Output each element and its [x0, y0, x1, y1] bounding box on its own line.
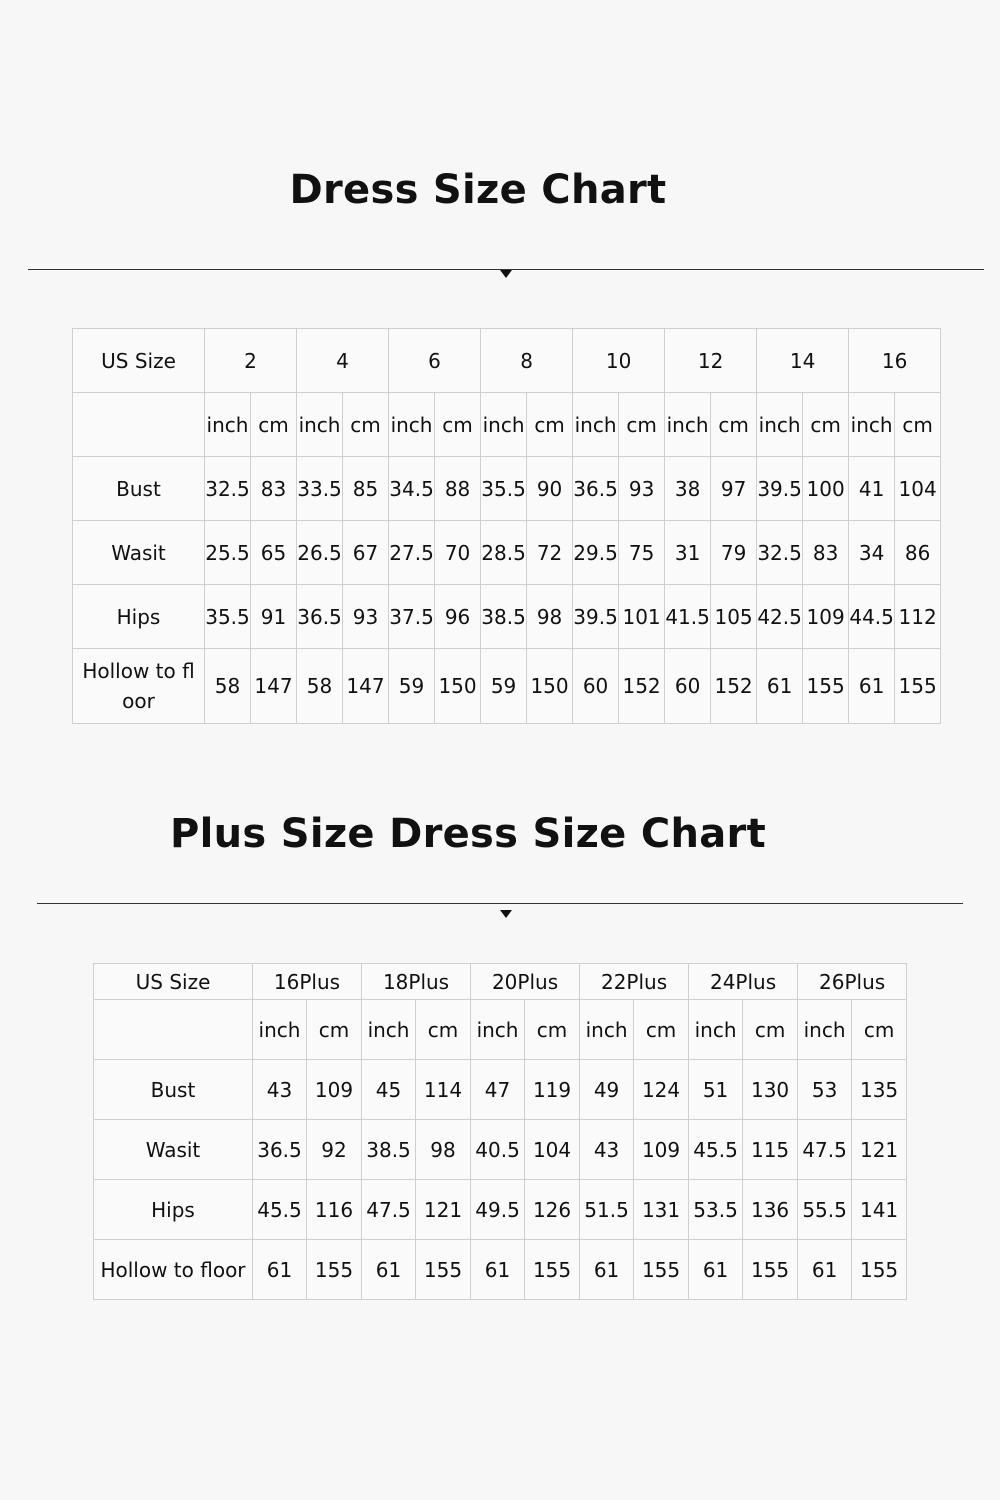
measurement-value: 150 — [527, 649, 573, 724]
size-header: 14 — [757, 329, 849, 393]
measurement-value: 61 — [798, 1240, 852, 1300]
unit-cm-header: cm — [416, 1000, 471, 1060]
measurement-value: 101 — [619, 585, 665, 649]
measurement-value: 152 — [619, 649, 665, 724]
unit-cm-header: cm — [251, 393, 297, 457]
size-header-row — [94, 964, 907, 1000]
size-header: 16 — [849, 329, 941, 393]
measurement-value: 135 — [852, 1060, 907, 1120]
measurement-label: Hips — [73, 585, 205, 649]
measurement-value: 37.5 — [389, 585, 435, 649]
measurement-value: 32.5 — [757, 521, 803, 585]
measurement-value: 92 — [307, 1120, 362, 1180]
size-header: 10 — [573, 329, 665, 393]
measurement-value: 58 — [205, 649, 251, 724]
unit-inch-header: inch — [362, 1000, 416, 1060]
measurement-label: Bust — [94, 1060, 253, 1120]
us-size-label: US Size — [73, 329, 205, 393]
measurement-value: 49.5 — [471, 1180, 525, 1240]
chevron-down-icon — [500, 270, 512, 278]
measurement-value: 147 — [251, 649, 297, 724]
measurement-value: 121 — [852, 1120, 907, 1180]
measurement-value: 58 — [297, 649, 343, 724]
measurement-value: 155 — [743, 1240, 798, 1300]
measurement-value: 59 — [481, 649, 527, 724]
measurement-value: 86 — [895, 521, 941, 585]
plus-size-chart-title: Plus Size Dress Size Chart — [169, 811, 767, 857]
measurement-value: 116 — [307, 1180, 362, 1240]
measurement-value: 25.5 — [205, 521, 251, 585]
unit-inch-header: inch — [471, 1000, 525, 1060]
measurement-value: 61 — [757, 649, 803, 724]
unit-cm-header: cm — [619, 393, 665, 457]
measurement-value: 43 — [253, 1060, 307, 1120]
measurement-value: 155 — [852, 1240, 907, 1300]
us-size-label: US Size — [94, 964, 253, 1000]
measurement-value: 119 — [525, 1060, 580, 1120]
measurement-value: 112 — [895, 585, 941, 649]
measurement-value: 104 — [895, 457, 941, 521]
plus-chart-divider — [37, 903, 963, 904]
measurement-value: 155 — [307, 1240, 362, 1300]
measurement-value: 85 — [343, 457, 389, 521]
measurement-value: 45.5 — [253, 1180, 307, 1240]
measurement-value: 124 — [634, 1060, 689, 1120]
chevron-down-icon — [500, 910, 512, 918]
dress-size-chart-title: Dress Size Chart — [289, 167, 667, 213]
table-row — [73, 585, 941, 649]
unit-inch-header: inch — [689, 1000, 743, 1060]
measurement-value: 44.5 — [849, 585, 895, 649]
measurement-value: 32.5 — [205, 457, 251, 521]
size-header: 26Plus — [798, 964, 907, 1000]
measurement-value: 41.5 — [665, 585, 711, 649]
measurement-value: 28.5 — [481, 521, 527, 585]
measurement-label: Hips — [94, 1180, 253, 1240]
measurement-value: 26.5 — [297, 521, 343, 585]
measurement-value: 93 — [343, 585, 389, 649]
measurement-value: 155 — [525, 1240, 580, 1300]
measurement-value: 70 — [435, 521, 481, 585]
measurement-value: 34.5 — [389, 457, 435, 521]
measurement-value: 130 — [743, 1060, 798, 1120]
measurement-value: 97 — [711, 457, 757, 521]
measurement-label: Bust — [73, 457, 205, 521]
table-row — [73, 649, 941, 724]
measurement-value: 100 — [803, 457, 849, 521]
measurement-value: 90 — [527, 457, 573, 521]
dress-size-table — [72, 328, 941, 724]
unit-inch-header: inch — [297, 393, 343, 457]
size-header: 20Plus — [471, 964, 580, 1000]
measurement-value: 147 — [343, 649, 389, 724]
unit-cm-header: cm — [435, 393, 481, 457]
measurement-value: 150 — [435, 649, 481, 724]
measurement-value: 115 — [743, 1120, 798, 1180]
measurement-value: 49 — [580, 1060, 634, 1120]
measurement-value: 55.5 — [798, 1180, 852, 1240]
measurement-value: 79 — [711, 521, 757, 585]
measurement-value: 88 — [435, 457, 481, 521]
size-header: 16Plus — [253, 964, 362, 1000]
measurement-value: 39.5 — [573, 585, 619, 649]
measurement-value: 155 — [895, 649, 941, 724]
table-row — [94, 1180, 907, 1240]
table-row — [73, 457, 941, 521]
measurement-value: 45 — [362, 1060, 416, 1120]
measurement-value: 109 — [803, 585, 849, 649]
plus-size-table — [93, 963, 907, 1300]
measurement-value: 45.5 — [689, 1120, 743, 1180]
measurement-value: 60 — [665, 649, 711, 724]
measurement-label: Hollow to floor — [94, 1240, 253, 1300]
measurement-value: 47 — [471, 1060, 525, 1120]
unit-cm-header: cm — [343, 393, 389, 457]
measurement-value: 96 — [435, 585, 481, 649]
measurement-value: 38.5 — [362, 1120, 416, 1180]
measurement-value: 136 — [743, 1180, 798, 1240]
size-header-row — [73, 329, 941, 393]
measurement-value: 53 — [798, 1060, 852, 1120]
size-header: 2 — [205, 329, 297, 393]
size-header: 18Plus — [362, 964, 471, 1000]
unit-cm-header: cm — [852, 1000, 907, 1060]
size-header: 4 — [297, 329, 389, 393]
unit-inch-header: inch — [389, 393, 435, 457]
empty-corner-cell — [94, 1000, 253, 1060]
measurement-value: 121 — [416, 1180, 471, 1240]
unit-header-row — [73, 393, 941, 457]
unit-inch-header: inch — [665, 393, 711, 457]
measurement-value: 109 — [307, 1060, 362, 1120]
unit-header-row — [94, 1000, 907, 1060]
size-header: 6 — [389, 329, 481, 393]
size-header: 24Plus — [689, 964, 798, 1000]
measurement-value: 41 — [849, 457, 895, 521]
measurement-value: 59 — [389, 649, 435, 724]
measurement-value: 35.5 — [205, 585, 251, 649]
measurement-value: 141 — [852, 1180, 907, 1240]
unit-cm-header: cm — [527, 393, 573, 457]
measurement-value: 61 — [689, 1240, 743, 1300]
measurement-value: 126 — [525, 1180, 580, 1240]
measurement-value: 93 — [619, 457, 665, 521]
measurement-value: 42.5 — [757, 585, 803, 649]
measurement-value: 61 — [580, 1240, 634, 1300]
measurement-value: 36.5 — [573, 457, 619, 521]
measurement-value: 105 — [711, 585, 757, 649]
measurement-value: 98 — [416, 1120, 471, 1180]
measurement-value: 114 — [416, 1060, 471, 1120]
unit-inch-header: inch — [481, 393, 527, 457]
size-header: 12 — [665, 329, 757, 393]
measurement-value: 155 — [416, 1240, 471, 1300]
unit-inch-header: inch — [757, 393, 803, 457]
measurement-value: 61 — [849, 649, 895, 724]
measurement-label: Wasit — [73, 521, 205, 585]
table-row — [94, 1120, 907, 1180]
measurement-value: 72 — [527, 521, 573, 585]
measurement-label: Wasit — [94, 1120, 253, 1180]
measurement-value: 47.5 — [362, 1180, 416, 1240]
measurement-value: 36.5 — [297, 585, 343, 649]
measurement-value: 155 — [803, 649, 849, 724]
measurement-value: 98 — [527, 585, 573, 649]
table-row — [94, 1060, 907, 1120]
measurement-value: 67 — [343, 521, 389, 585]
unit-cm-header: cm — [743, 1000, 798, 1060]
table-row — [73, 521, 941, 585]
measurement-value: 91 — [251, 585, 297, 649]
measurement-value: 61 — [471, 1240, 525, 1300]
unit-inch-header: inch — [849, 393, 895, 457]
table-row — [94, 1240, 907, 1300]
measurement-value: 155 — [634, 1240, 689, 1300]
unit-inch-header: inch — [253, 1000, 307, 1060]
measurement-value: 61 — [362, 1240, 416, 1300]
measurement-value: 27.5 — [389, 521, 435, 585]
measurement-value: 51 — [689, 1060, 743, 1120]
measurement-value: 34 — [849, 521, 895, 585]
measurement-value: 51.5 — [580, 1180, 634, 1240]
measurement-value: 29.5 — [573, 521, 619, 585]
measurement-value: 33.5 — [297, 457, 343, 521]
unit-cm-header: cm — [634, 1000, 689, 1060]
empty-corner-cell — [73, 393, 205, 457]
measurement-value: 83 — [803, 521, 849, 585]
measurement-value: 75 — [619, 521, 665, 585]
measurement-value: 83 — [251, 457, 297, 521]
unit-cm-header: cm — [803, 393, 849, 457]
unit-cm-header: cm — [711, 393, 757, 457]
size-header: 8 — [481, 329, 573, 393]
size-header: 22Plus — [580, 964, 689, 1000]
measurement-value: 61 — [253, 1240, 307, 1300]
unit-cm-header: cm — [307, 1000, 362, 1060]
measurement-value: 131 — [634, 1180, 689, 1240]
measurement-value: 152 — [711, 649, 757, 724]
measurement-value: 53.5 — [689, 1180, 743, 1240]
unit-inch-header: inch — [580, 1000, 634, 1060]
measurement-value: 35.5 — [481, 457, 527, 521]
measurement-label: Hollow to floor — [73, 649, 205, 724]
measurement-value: 38.5 — [481, 585, 527, 649]
measurement-value: 65 — [251, 521, 297, 585]
measurement-value: 40.5 — [471, 1120, 525, 1180]
measurement-value: 60 — [573, 649, 619, 724]
measurement-value: 38 — [665, 457, 711, 521]
measurement-value: 36.5 — [253, 1120, 307, 1180]
measurement-value: 39.5 — [757, 457, 803, 521]
measurement-value: 104 — [525, 1120, 580, 1180]
unit-cm-header: cm — [895, 393, 941, 457]
measurement-value: 47.5 — [798, 1120, 852, 1180]
measurement-value: 31 — [665, 521, 711, 585]
unit-inch-header: inch — [205, 393, 251, 457]
unit-inch-header: inch — [798, 1000, 852, 1060]
measurement-value: 109 — [634, 1120, 689, 1180]
measurement-value: 43 — [580, 1120, 634, 1180]
unit-inch-header: inch — [573, 393, 619, 457]
unit-cm-header: cm — [525, 1000, 580, 1060]
